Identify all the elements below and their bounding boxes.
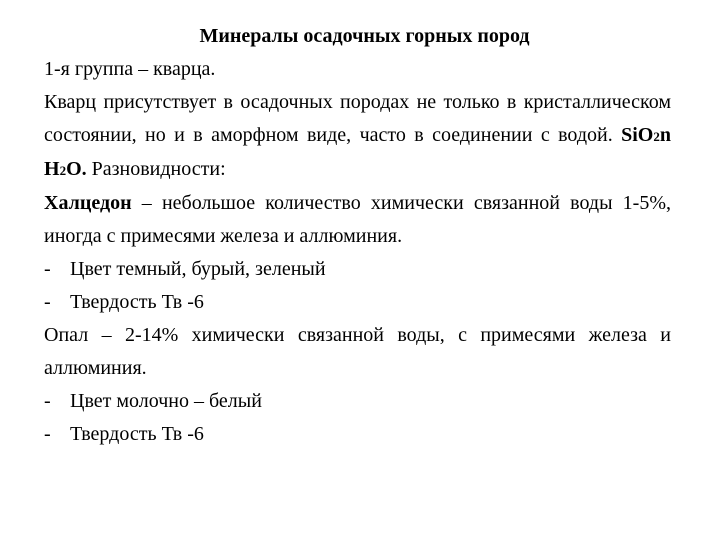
chalcedony-name: Халцедон (44, 192, 132, 214)
document-page (44, 20, 671, 451)
document-title: Минералы осадочных горных пород (199, 25, 530, 47)
chalcedony-paragraph (44, 187, 671, 253)
chalcedony-hardness-item (44, 286, 671, 319)
chalcedony-color-text: Цвет темный, бурый, зеленый (70, 258, 326, 280)
bullet-dash: - (44, 258, 51, 280)
chalcedony-color-item (44, 253, 671, 286)
chalcedony-hardness-text: Твердость Тв -6 (70, 291, 204, 313)
opal-hardness-item (44, 418, 671, 451)
quartz-intro-paragraph (44, 86, 671, 187)
opal-paragraph: Опал – 2-14% химически связанной воды, с примесями железа и аллюминия. (44, 324, 671, 379)
group-heading: 1-я группа – кварца. (44, 58, 216, 80)
quartz-formula: SiO2n H2O. (44, 124, 671, 180)
bullet-dash: - (44, 390, 51, 412)
varieties-label: Разновидности: (91, 158, 226, 180)
opal-hardness-text: Твердость Тв -6 (70, 423, 204, 445)
quartz-intro-text: Кварц присутствует в осадочных породах не только в кристаллическом состоянии, но и в аморфном виде, часто в соединении с водой. (44, 91, 671, 146)
opal-color-text: Цвет молочно – белый (70, 390, 262, 412)
bullet-dash: - (44, 423, 51, 445)
chalcedony-description: – небольшое количество химически связанной воды 1-5%, иногда с примесями железа и аллюминия. (44, 192, 671, 247)
bullet-dash: - (44, 291, 51, 313)
opal-color-item (44, 385, 671, 418)
